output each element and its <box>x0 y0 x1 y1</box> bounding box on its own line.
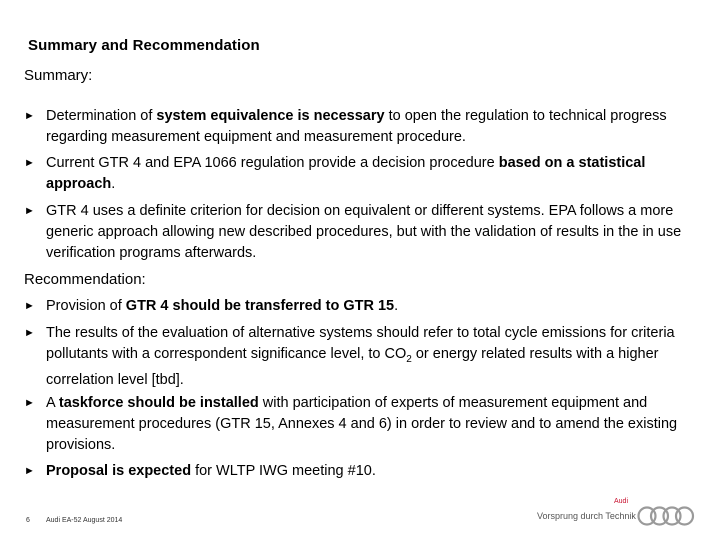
bullet-marker-icon: ► <box>24 300 35 312</box>
brand-tagline: Vorsprung durch Technik <box>537 511 636 521</box>
recommendation-bullet-text <box>46 393 696 456</box>
recommendation-bullet-text <box>46 461 696 482</box>
recommendation-bullet <box>24 323 696 391</box>
brand-word: Audi <box>614 498 629 505</box>
recommendation-bullet-text <box>46 296 696 317</box>
summary-bullet <box>24 201 696 264</box>
summary-heading: Summary: <box>24 67 93 84</box>
text-segment: GTR 4 uses a definite criterion for decision on equivalent or different systems. EPA follows a more generic approach allowing new described procedures, but with the validation of results in the in use verification programs afterwards. <box>46 203 682 261</box>
summary-bullet <box>24 153 696 195</box>
bullet-marker-icon: ► <box>24 397 35 409</box>
text-segment: based on a statistical approach <box>46 155 646 192</box>
bullet-marker-icon: ► <box>24 110 35 122</box>
recommendation-bullet <box>24 393 696 456</box>
text-segment: . <box>394 298 399 314</box>
slide-title: Summary and Recommendation <box>28 37 260 54</box>
text-segment: system equivalence is necessary <box>156 108 385 124</box>
text-segment: taskforce should be installed <box>58 395 259 411</box>
summary-bullet-text <box>46 201 696 264</box>
text-segment: A <box>46 395 59 411</box>
summary-bullet <box>24 106 696 148</box>
summary-bullet-text <box>46 153 696 195</box>
text-segment: GTR 4 should be transferred to GTR 15 <box>125 298 395 314</box>
recommendation-bullet-text <box>46 323 696 391</box>
text-segment: with participation of experts of measurement equipment and measurement procedures (GTR 15, Annexes 4 and 6) in order to review and to amend the existing provisions. <box>46 395 678 453</box>
text-segment: . <box>111 176 116 192</box>
text-segment: The results of the evaluation of alternative systems should refer to total cycle emissions for criteria pollutants with a correspondent significance level, to CO <box>46 325 675 362</box>
summary-bullet-text <box>46 106 696 148</box>
footer-reference: Audi EA-52 August 2014 <box>46 517 123 524</box>
bullet-marker-icon: ► <box>24 157 35 169</box>
four-rings-icon <box>637 505 695 527</box>
text-segment: to open the regulation to technical progress regarding measurement equipment and measurement procedure. <box>46 108 667 145</box>
text-segment: or energy related results with a higher correlation level [tbd]. <box>46 346 659 388</box>
text-segment: Determination of <box>46 108 157 124</box>
recommendation-bullet <box>24 296 696 317</box>
text-segment: for WLTP IWG meeting #10. <box>191 463 376 479</box>
recommendation-bullet <box>24 461 696 482</box>
text-segment: 2 <box>406 353 412 365</box>
text-segment: Current GTR 4 and EPA 1066 regulation provide a decision procedure <box>46 155 499 171</box>
page-number: 6 <box>26 517 30 524</box>
bullet-marker-icon: ► <box>24 465 35 477</box>
bullet-marker-icon: ► <box>24 205 35 217</box>
bullet-marker-icon: ► <box>24 327 35 339</box>
recommendation-heading: Recommendation: <box>24 271 146 288</box>
text-segment: Provision of <box>46 298 126 314</box>
text-segment: Proposal is expected <box>46 463 192 479</box>
